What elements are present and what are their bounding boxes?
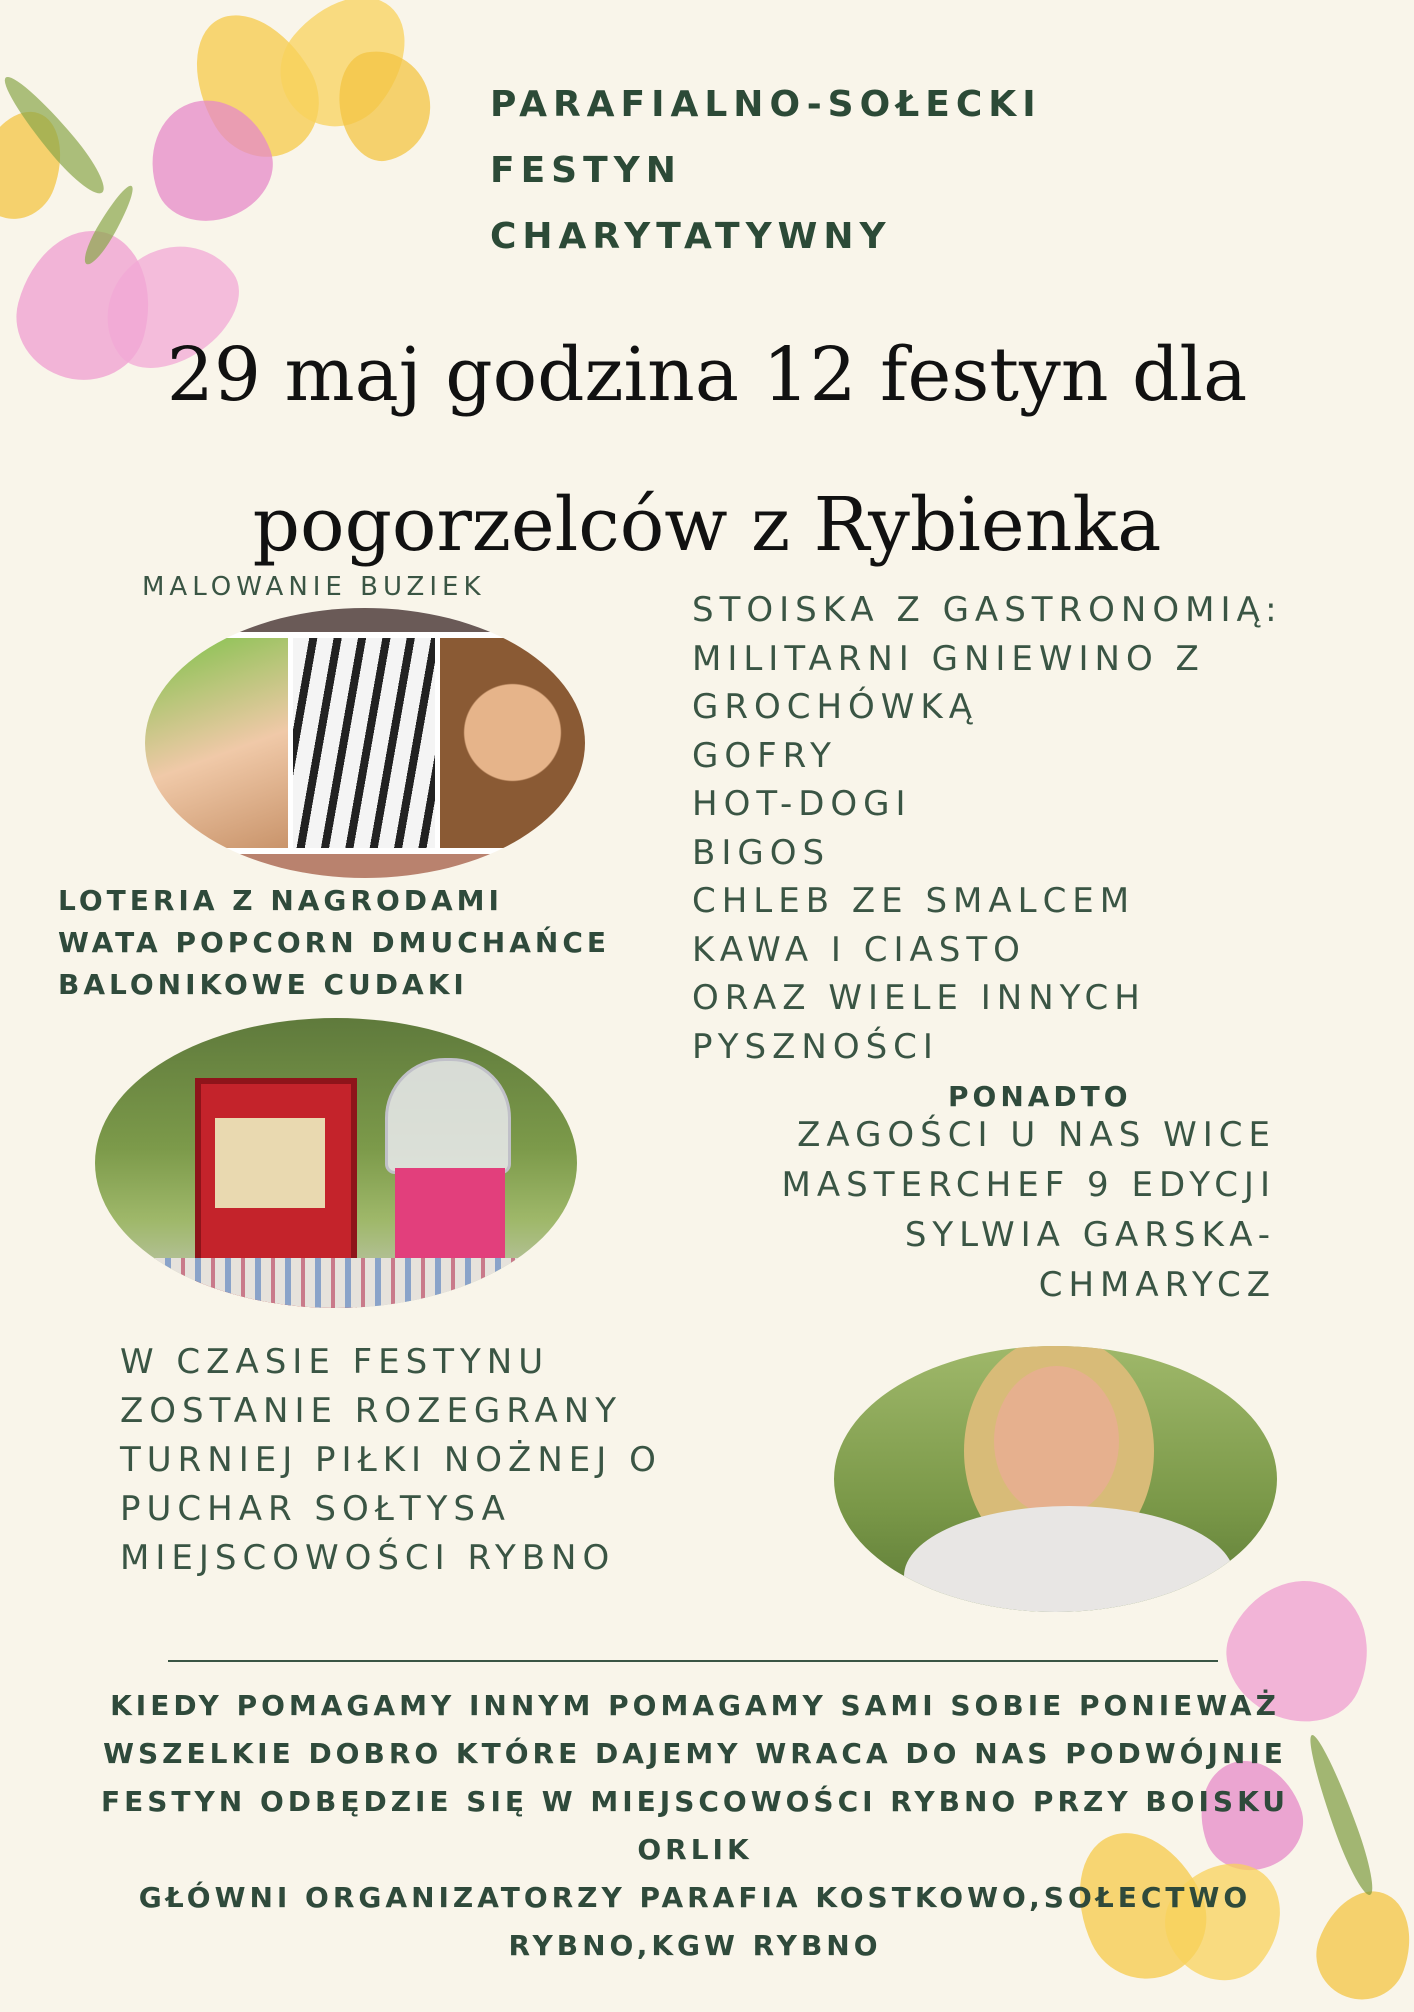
guest-description <box>700 1110 1276 1310</box>
popcorn-machine-photo <box>95 1018 577 1308</box>
food-stands-list <box>692 586 1283 1071</box>
chef-face <box>994 1366 1119 1516</box>
tournament-line: PUCHAR SOŁTYSA <box>120 1489 511 1529</box>
footer-line: RYBNO,KGW RYBNO <box>508 1929 882 1962</box>
food-item: KAWA I CIASTO <box>692 929 1026 970</box>
football-tournament-info <box>120 1338 662 1583</box>
event-title <box>490 72 1050 270</box>
tournament-line: MIEJSCOWOŚCI RYBNO <box>120 1538 616 1578</box>
footer-divider <box>168 1660 1218 1662</box>
face-painting-photo-zebra <box>293 638 435 848</box>
food-item: HOT-DOGI <box>692 784 912 824</box>
guest-heading: PONADTO <box>948 1080 1132 1113</box>
tournament-line: W CZASIE FESTYNU <box>120 1342 550 1382</box>
attraction-item: BALONIKOWE CUDAKI <box>58 968 468 1001</box>
footer-line: ORLIK <box>637 1833 753 1866</box>
collage-top-strip <box>145 608 585 632</box>
footer-line: KIEDY POMAGAMY INNYM POMAGAMY SAMI SOBIE PONIEWAŻ <box>110 1689 1280 1722</box>
footer-line: FESTYN ODBĘDZIE SIĘ W MIEJSCOWOŚCI RYBNO PRZY BOISKU <box>100 1785 1290 1818</box>
attraction-item: WATA POPCORN DMUCHAŃCE <box>58 926 611 959</box>
food-item: STOISKA Z GASTRONOMIĄ: <box>692 590 1283 630</box>
striped-tablecloth <box>155 1258 535 1308</box>
food-item: PYSZNOŚCI <box>692 1026 939 1067</box>
tournament-line: ZOSTANIE ROZEGRANY <box>120 1391 622 1431</box>
food-item: ORAZ WIELE INNYCH <box>692 978 1146 1018</box>
guest-line: CHMARYCZ <box>1038 1265 1276 1305</box>
event-title-line: FESTYN <box>490 150 682 191</box>
face-painting-photo-dragon <box>145 638 288 848</box>
guest-line: MASTERCHEF 9 EDYCJI <box>781 1165 1276 1205</box>
face-painting-photo <box>145 608 585 878</box>
cotton-candy-dome <box>385 1058 511 1174</box>
headline-line: 29 maj godzina 12 festyn dla <box>166 332 1248 418</box>
attractions-list <box>58 880 610 1006</box>
food-item: CHLEB ZE SMALCEM <box>692 881 1136 921</box>
footer-line: WSZELKIE DOBRO KTÓRE DAJEMY WRACA DO NAS PODWÓJNIE <box>103 1737 1287 1770</box>
face-painting-photo-deer <box>440 638 585 848</box>
cotton-candy-base <box>395 1168 505 1258</box>
collage-bottom-strip <box>145 854 585 878</box>
attraction-item: LOTERIA Z NAGRODAMI <box>58 884 503 917</box>
food-item: BIGOS <box>692 832 831 873</box>
food-item: GROCHÓWKĄ <box>692 687 978 727</box>
event-title-line: CHARYTATYWNY <box>490 216 892 257</box>
footer-line: GŁÓWNI ORGANIZATORZY PARAFIA KOSTKOWO,SOŁECTWO <box>138 1881 1252 1914</box>
guest-line: ZAGOŚCI U NAS WICE <box>797 1115 1276 1155</box>
tournament-line: TURNIEJ PIŁKI NOŻNEJ O <box>120 1440 662 1480</box>
main-headline <box>0 300 1414 600</box>
food-item: GOFRY <box>692 735 837 776</box>
face-painting-label: MALOWANIE BUZIEK <box>142 572 486 602</box>
popcorn-window <box>215 1118 325 1208</box>
event-title-line: PARAFIALNO-SOŁECKI <box>490 84 1042 125</box>
guest-chef-photo <box>834 1346 1277 1612</box>
headline-line: pogorzelców z Rybienka <box>252 482 1162 568</box>
chef-jacket <box>904 1506 1234 1612</box>
food-item: MILITARNI GNIEWINO Z <box>692 638 1205 679</box>
guest-line: SYLWIA GARSKA- <box>904 1215 1276 1255</box>
footer-text <box>40 1682 1350 1970</box>
